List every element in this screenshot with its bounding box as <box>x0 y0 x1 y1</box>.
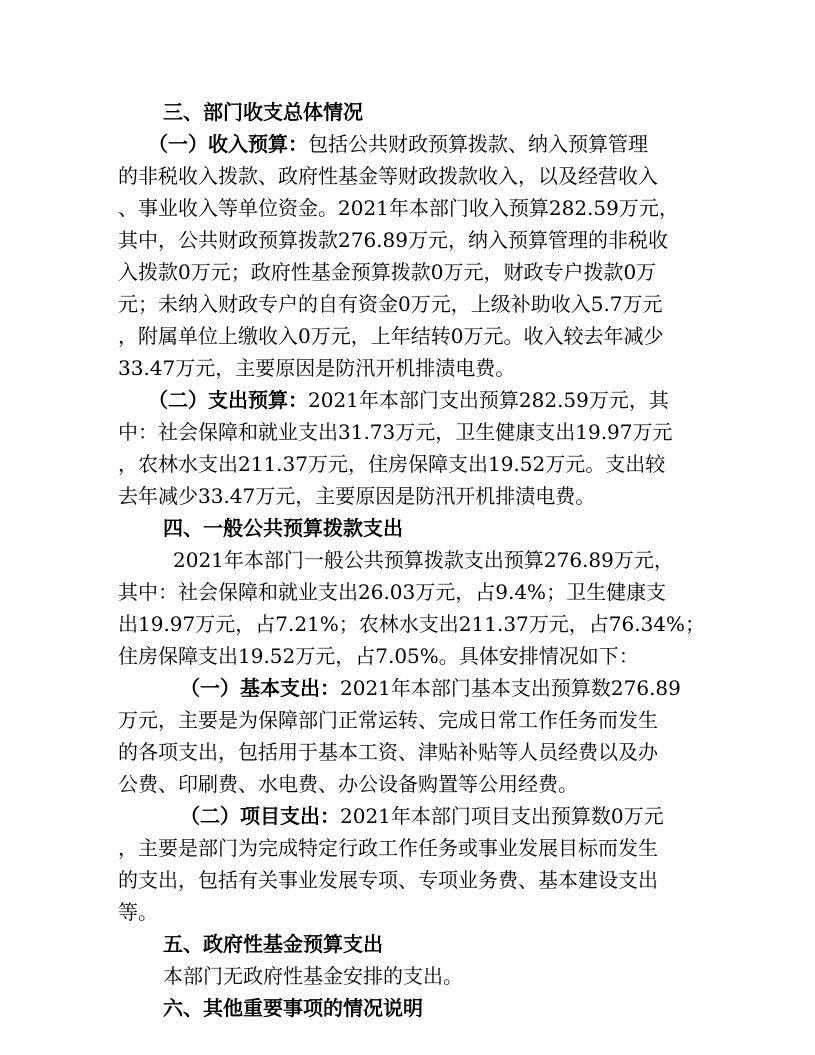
income-label: （一）收入预算： <box>148 132 308 156</box>
expense-label: （二）支出预算： <box>148 388 308 412</box>
paragraph-line: 入拨款0万元；政府性基金预算拨款0万元，财政专户拨款0万 <box>118 260 657 284</box>
paragraph-line: ，附属单位上缴收入0万元，上年结转0万元。收入较去年减少 <box>118 324 664 348</box>
section-heading-3: 三、部门收支总体情况 <box>163 100 363 124</box>
paragraph-line <box>148 128 648 160</box>
project-label: （二）项目支出： <box>180 804 340 828</box>
paragraph-line: 万元，主要是为保障部门正常运转、完成日常工作任务而发生 <box>118 708 658 732</box>
paragraph-line: 的支出，包括有关事业发展专项、专项业务费、基本建设支出 <box>118 868 658 892</box>
paragraph-line: 本部门无政府性基金安排的支出。 <box>163 964 463 988</box>
basic-label: （一）基本支出： <box>180 676 340 700</box>
paragraph-line: 公费、印刷费、水电费、办公设备购置等公用经费。 <box>118 772 578 796</box>
paragraph-line: 33.47万元，主要原因是防汛开机排渍电费。 <box>118 356 516 380</box>
section-heading-6: 六、其他重要事项的情况说明 <box>163 996 423 1020</box>
paragraph-line: 其中，公共财政预算拨款276.89万元，纳入预算管理的非税收 <box>118 228 668 252</box>
paragraph-line: 其中：社会保障和就业支出26.03万元，占9.4%；卫生健康支 <box>118 580 667 604</box>
paragraph-line: 2021年本部门一般公共预算拨款支出预算276.89万元， <box>173 548 674 572</box>
paragraph-line: 、事业收入等单位资金。2021年本部门收入预算282.59万元， <box>118 196 679 220</box>
paragraph-line: 元；未纳入财政专户的自有资金0万元，上级补助收入5.7万元 <box>118 292 663 316</box>
line-text: 包括公共财政预算拨款、纳入预算管理 <box>308 132 648 156</box>
line-text: 2021年本部门基本支出预算数276.89 <box>340 676 681 700</box>
section-heading-4: 四、一般公共预算拨款支出 <box>163 516 403 540</box>
paragraph-line <box>180 672 681 704</box>
paragraph-line: ，主要是部门为完成特定行政工作任务或事业发展目标而发生 <box>118 836 658 860</box>
paragraph-line: 中：社会保障和就业支出31.73万元，卫生健康支出19.97万元 <box>118 420 673 444</box>
paragraph-line: 的非税收入拨款、政府性基金等财政拨款收入，以及经营收入 <box>118 164 658 188</box>
section-heading-5: 五、政府性基金预算支出 <box>163 932 383 956</box>
paragraph-line: 等。 <box>118 900 158 924</box>
paragraph-line: 出19.97万元，占7.21%；农林水支出211.37万元，占76.34%； <box>118 612 706 636</box>
paragraph-line: 去年减少33.47万元，主要原因是防汛开机排渍电费。 <box>118 484 596 508</box>
paragraph-line: 住房保障支出19.52万元，占7.05%。具体安排情况如下： <box>118 644 639 668</box>
paragraph-line: ，农林水支出211.37万元，住房保障支出19.52万元。支出较 <box>118 452 666 476</box>
line-text: 2021年本部门项目支出预算数0万元 <box>340 804 664 828</box>
paragraph-line: 的各项支出，包括用于基本工资、津贴补贴等人员经费以及办 <box>118 740 658 764</box>
paragraph-line <box>180 800 664 832</box>
paragraph-line <box>148 384 669 416</box>
line-text: 2021年本部门支出预算282.59万元，其 <box>308 388 669 412</box>
